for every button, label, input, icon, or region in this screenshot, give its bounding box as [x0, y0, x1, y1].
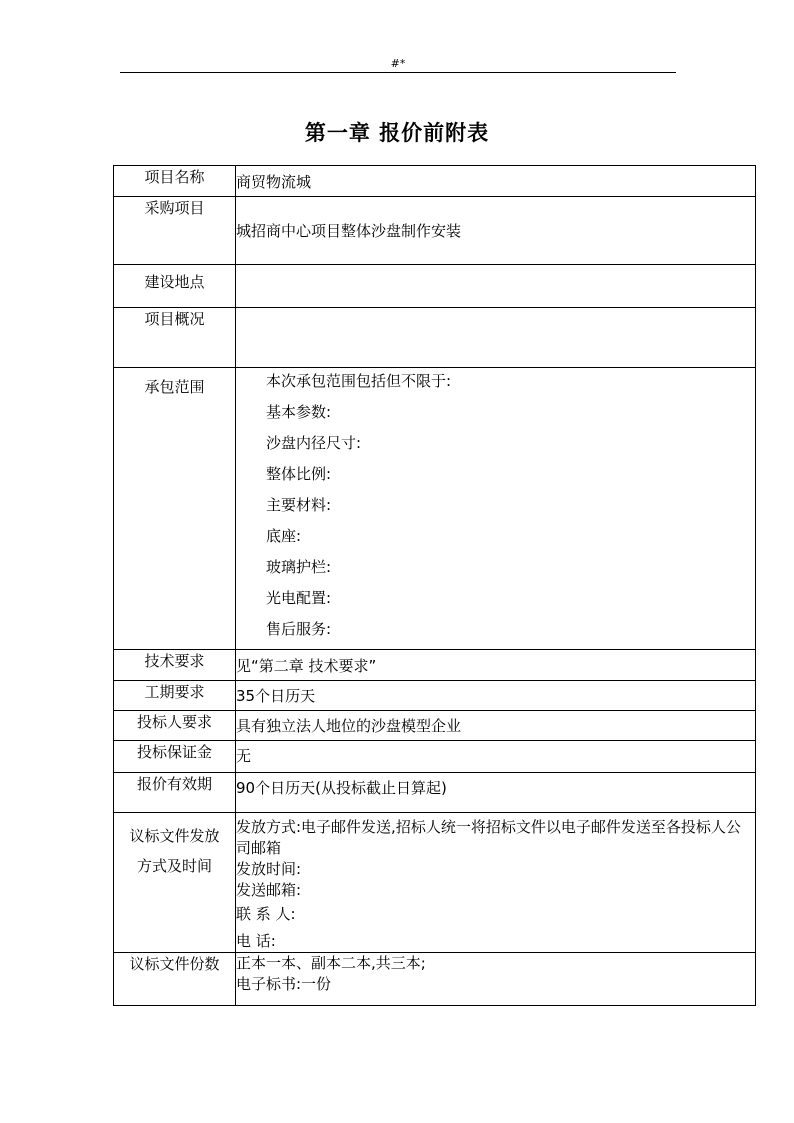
value-tech: 见“第二章 技术要求” [236, 650, 756, 681]
table-row [114, 711, 756, 741]
issue-line: 联 系 人: [236, 905, 296, 923]
table-row [114, 308, 756, 368]
value-project-name: 商贸物流城 [236, 166, 756, 197]
label-copies: 议标文件份数 [114, 953, 236, 1006]
value-bidder: 具有独立法人地位的沙盘模型企业 [236, 711, 756, 741]
copies-line: 电子标书:一份 [236, 975, 332, 993]
table-row [114, 166, 756, 197]
label-scope: 承包范围 [114, 368, 236, 650]
scope-line: 光电配置: [266, 589, 332, 607]
label-validity: 报价有效期 [114, 773, 236, 813]
table-row [114, 265, 756, 308]
value-scope [236, 368, 756, 650]
value-duration: 35个日历天 [236, 681, 756, 711]
scope-line: 玻璃护栏: [266, 558, 332, 576]
scope-line: 底座: [266, 527, 302, 545]
label-project-name: 项目名称 [114, 166, 236, 197]
label-procurement: 采购项目 [114, 197, 236, 265]
value-validity: 90个日历天(从投标截止日算起) [236, 773, 756, 813]
scope-line: 售后服务: [266, 620, 332, 638]
page-title: 第一章 报价前附表 [304, 120, 490, 145]
value-site [236, 265, 756, 308]
value-deposit: 无 [236, 741, 756, 773]
label-tech: 技术要求 [114, 650, 236, 681]
issue-label-line: 方式及时间 [136, 857, 212, 875]
label-site: 建设地点 [114, 265, 236, 308]
value-procurement: 城招商中心项目整体沙盘制作安装 [236, 197, 756, 265]
table-row [114, 813, 756, 953]
scope-line: 本次承包范围包括但不限于: [266, 372, 452, 390]
table-row [114, 741, 756, 773]
table-row [114, 773, 756, 813]
label-duration: 工期要求 [114, 681, 236, 711]
scope-line: 沙盘内径尺寸: [266, 434, 362, 452]
table-row [114, 368, 756, 650]
label-issue [114, 813, 236, 953]
issue-line: 发送邮箱: [236, 881, 302, 899]
table-row [114, 953, 756, 1006]
value-overview [236, 308, 756, 368]
issue-label-line: 议标文件发放 [129, 827, 220, 845]
scope-line: 整体比例: [266, 465, 332, 483]
value-issue [236, 813, 756, 953]
label-overview: 项目概况 [114, 308, 236, 368]
quotation-table [113, 165, 756, 1006]
label-bidder: 投标人要求 [114, 711, 236, 741]
issue-line: 发放时间: [236, 860, 302, 878]
table-row [114, 197, 756, 265]
issue-line: 发放方式:电子邮件发送,招标人统一将招标文件以电子邮件发送至各投标人公司邮箱 [236, 818, 741, 857]
table-row [114, 681, 756, 711]
table-row [114, 650, 756, 681]
header-rule [120, 72, 676, 73]
copies-line: 正本一本、副本二本,共三本; [236, 954, 426, 972]
issue-line: 电 话: [236, 932, 276, 950]
label-deposit: 投标保证金 [114, 741, 236, 773]
scope-line: 主要材料: [266, 496, 332, 514]
page-header-mark: #* [390, 57, 406, 70]
value-copies [236, 953, 756, 1006]
scope-line: 基本参数: [266, 403, 332, 421]
